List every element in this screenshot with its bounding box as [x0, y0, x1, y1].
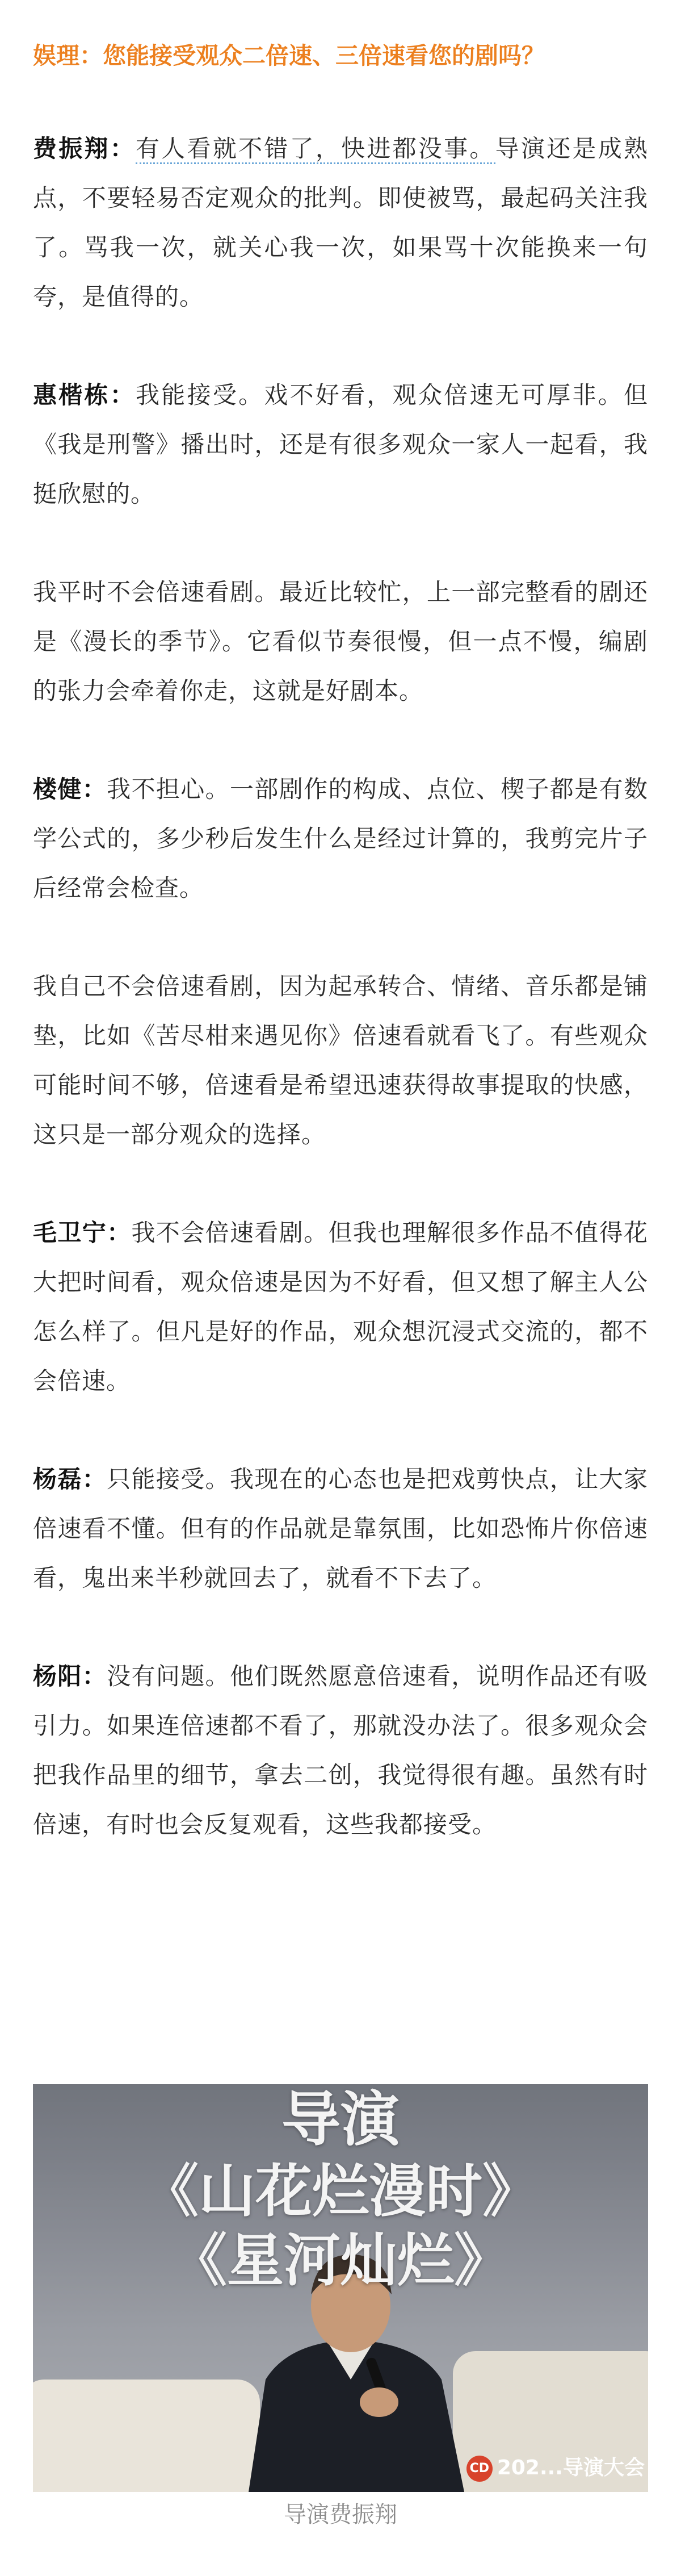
answer-paragraph: [33, 1454, 648, 1603]
interview-question: 娱理：您能接受观众二倍速、三倍速看您的剧吗？: [33, 42, 545, 69]
speaker-name: 惠楷栋：: [33, 381, 136, 409]
speaker-name: 杨磊：: [33, 1465, 107, 1493]
speaker-name: 毛卫宁：: [33, 1219, 132, 1247]
paragraph-text: 只能接受。我现在的心态也是把戏剪快点，让大家倍速看不懂。但有的作品就是靠氛围，比如恐怖片你倍速看，鬼出来半秒就回去了，就看不下去了。: [33, 1465, 648, 1592]
paragraph-text: 我能接受。戏不好看，观众倍速无可厚非。但《我是刑警》播出时，还是有很多观众一家人一起看，我挺欣慰的。: [33, 381, 648, 508]
sofa-left: [33, 2380, 260, 2492]
answer-paragraph: [33, 1208, 648, 1406]
paragraph-text: 我平时不会倍速看剧。最近比较忙，上一部完整看的剧还是《漫长的季节》。它看似节奏很慢，但一点不慢，编剧的张力会牵着你走，这就是好剧本。: [33, 578, 648, 705]
speaker-name: 杨阳：: [33, 1662, 107, 1690]
answer-paragraph: [33, 961, 648, 1159]
highlighted-quote: 有人看就不错了，快进都没事。: [136, 135, 495, 164]
answer-paragraph: [33, 124, 648, 321]
answer-paragraph: [33, 370, 648, 518]
speaker-name: 楼健：: [33, 775, 107, 803]
paragraph-text: 我自己不会倍速看剧，因为起承转合、情绪、音乐都是铺垫，比如《苦尽柑来遇见你》倍速看就看飞了。有些观众可能时间不够，倍速看是希望迅速获得故事提取的快感，这只是一部分观众的选择。: [33, 972, 648, 1148]
answer-paragraph: [33, 1651, 648, 1849]
paragraph-text: 导演还是成熟点，不要轻易否定观众的批判。即使被骂，最起码关注我了。骂我一次，就关心我一次，如果骂十次能换来一句夸，是值得的。: [33, 135, 648, 311]
speaker-hand: [360, 2387, 398, 2417]
paragraph-text: 我不担心。一部剧作的构成、点位、楔子都是有数学公式的，多少秒后发生什么是经过计算的，我剪完片子后经常会检查。: [33, 775, 648, 902]
photo-title-text: 《星河灿烂》: [170, 2227, 511, 2294]
paragraph-text: 没有问题。他们既然愿意倍速看，说明作品还有吸引力。如果连倍速都不看了，那就没办法了。很多观众会把我作品里的细节，拿去二创，我觉得很有趣。虽然有时倍速，有时也会反复观看，这些我都接受。: [33, 1662, 648, 1838]
photo-caption: 导演费振翔: [284, 2502, 397, 2528]
event-logo: [466, 2452, 645, 2482]
answer-paragraph: [33, 764, 648, 913]
speaker-name: 费振翔：: [33, 135, 136, 162]
photo-title-text: 《山花烂漫时》: [142, 2157, 539, 2224]
event-logo-icon: CD: [466, 2456, 493, 2482]
director-photo: [33, 2084, 648, 2492]
event-logo-text: 202...导演大会: [497, 2456, 645, 2479]
answer-paragraph: [33, 567, 648, 716]
photo-title-text: 导演: [281, 2084, 400, 2154]
paragraph-text: 我不会倍速看剧。但我也理解很多作品不值得花大把时间看，观众倍速是因为不好看，但又想了解主人公怎么样了。但凡是好的作品，观众想沉浸式交流的，都不会倍速。: [33, 1219, 648, 1395]
article-body: [33, 39, 648, 1898]
